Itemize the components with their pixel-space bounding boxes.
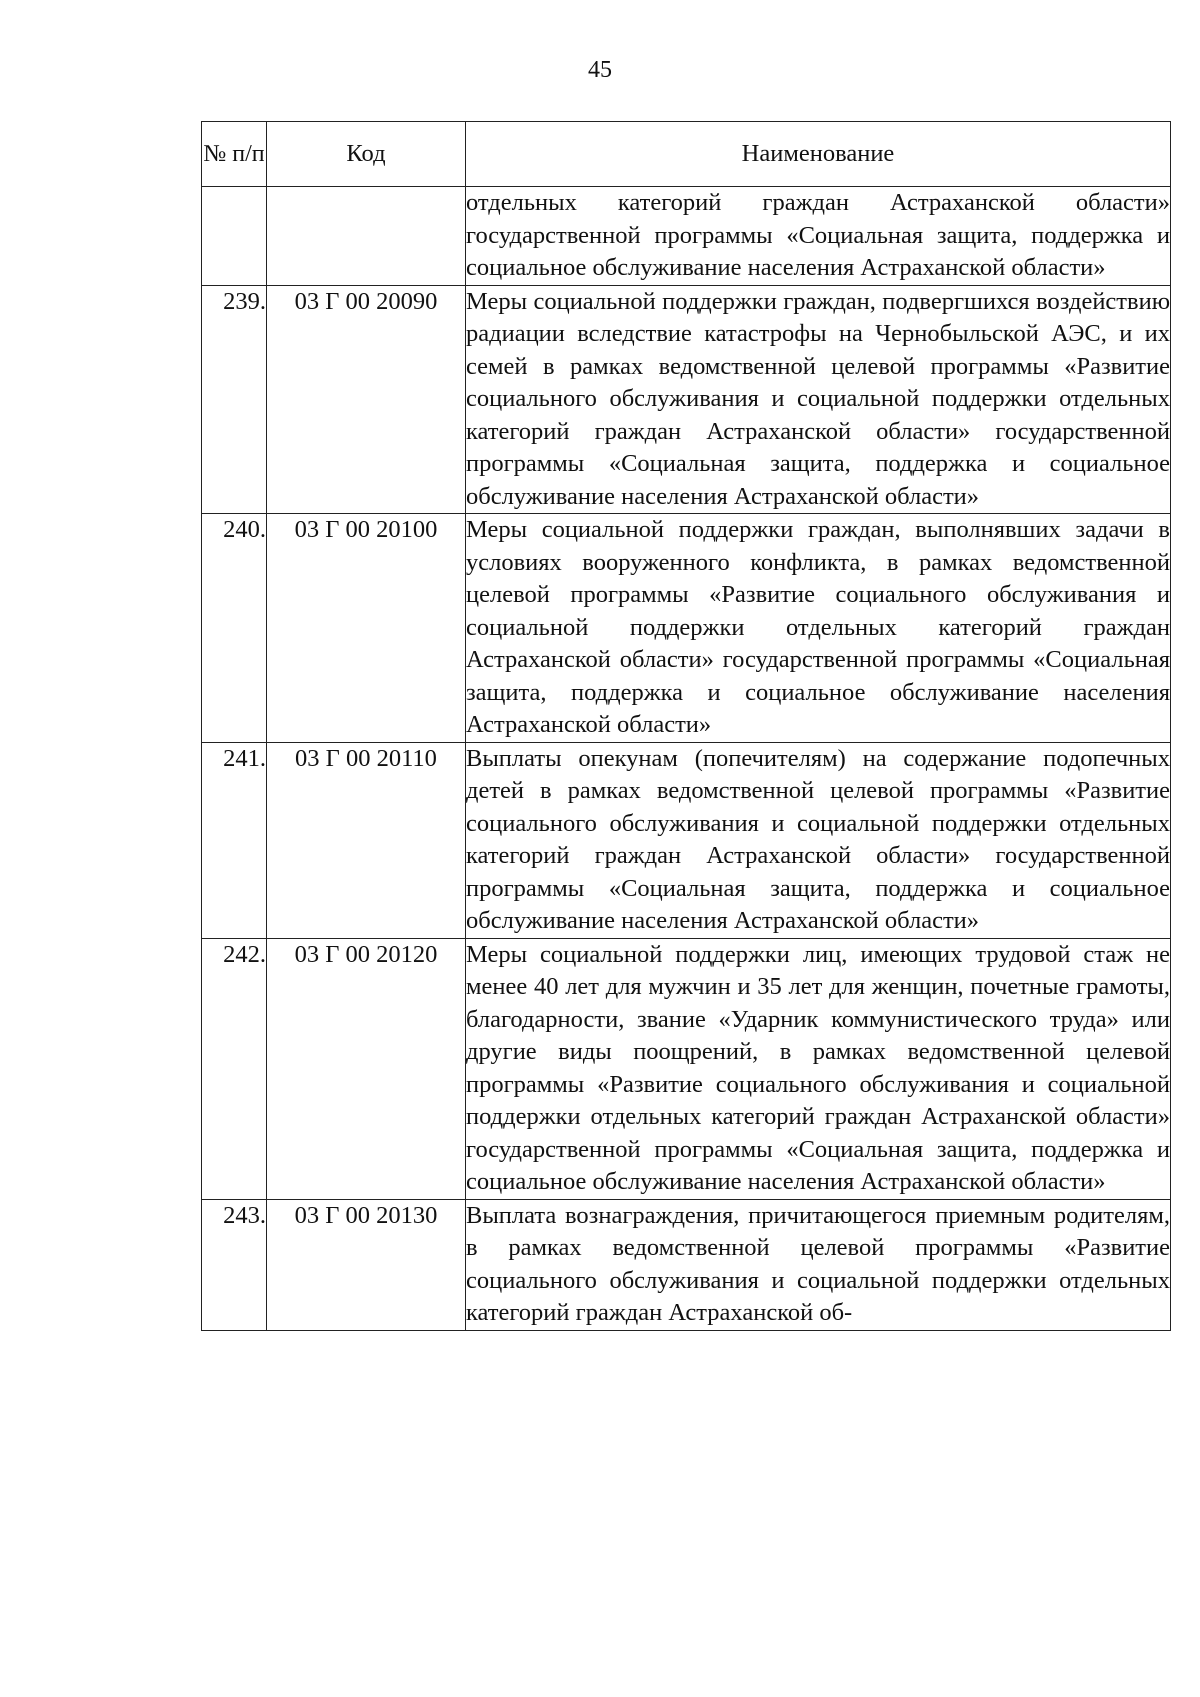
budget-classification-table bbox=[201, 121, 1171, 1331]
row-name-text: отдельных категорий граждан Астраханской области» государственной программы «Социальная защита, поддержка и социальное обслуживание населения Астраханской области» bbox=[466, 189, 1170, 281]
row-number: 239. bbox=[202, 285, 267, 514]
table-row bbox=[202, 285, 1171, 514]
header-number bbox=[202, 122, 267, 187]
page-number: 45 bbox=[588, 57, 612, 83]
header-name-label: Наименование bbox=[741, 140, 895, 167]
row-name-text: Меры социальной поддержки граждан, подвергшихся воздействию радиации вследствие катастрофы на Чернобыльской АЭС, и их семей в рамках ведомственной целевой программы «Развитие социального обслуживания и социальной поддержки отдельных категорий граждан Астраханской области» государственной программы «Социальная защита, поддержка и социальное обслуживание населения Астраханской области» bbox=[466, 287, 1170, 510]
row-name bbox=[466, 1199, 1171, 1330]
row-name-text: Выплата вознаграждения, причитающегося приемным родителям, в рамках ведомственной целевой программы «Развитие социального обслуживания и социальной поддержки отдельных категорий граждан Астраханской об- bbox=[466, 1201, 1170, 1326]
row-code: 03 Г 00 20100 bbox=[267, 514, 466, 743]
row-number: 242. bbox=[202, 938, 267, 1199]
table-row bbox=[202, 938, 1171, 1199]
row-number: 243. bbox=[202, 1199, 267, 1330]
table-row bbox=[202, 1199, 1171, 1330]
row-name bbox=[466, 742, 1171, 938]
header-number-label: № п/п bbox=[203, 141, 265, 167]
header-name bbox=[466, 122, 1171, 187]
table-row bbox=[202, 514, 1171, 743]
row-code: 03 Г 00 20110 bbox=[267, 742, 466, 938]
row-name bbox=[466, 187, 1171, 286]
row-number bbox=[202, 187, 267, 286]
table-row bbox=[202, 742, 1171, 938]
row-name bbox=[466, 514, 1171, 743]
row-code: 03 Г 00 20120 bbox=[267, 938, 466, 1199]
row-code bbox=[267, 187, 466, 286]
row-code: 03 Г 00 20090 bbox=[267, 285, 466, 514]
row-name-text: Меры социальной поддержки лиц, имеющих трудовой стаж не менее 40 лет для мужчин и 35 лет для женщин, почетные грамоты, благодарности, звание «Ударник коммунистического труда» или другие виды поощрений, в рамках ведомственной целевой программы «Развитие социального обслуживания и социальной поддержки отдельных категорий граждан Астраханской области» государственной программы «Социальная защита, поддержка и социальное обслуживание населения Астраханской области» bbox=[466, 940, 1170, 1195]
row-number: 241. bbox=[202, 742, 267, 938]
row-number: 240. bbox=[202, 514, 267, 743]
table-row bbox=[202, 187, 1171, 286]
table-header-row bbox=[202, 122, 1171, 187]
row-name-text: Меры социальной поддержки граждан, выполнявших задачи в условиях вооруженного конфликта, в рамках ведомственной целевой программы «Развитие социального обслуживания и социальной поддержки отдельных категорий граждан Астраханской области» государственной программы «Социальная защита, поддержка и социальное обслуживание населения Астраханской области» bbox=[466, 516, 1170, 738]
row-code: 03 Г 00 20130 bbox=[267, 1199, 466, 1330]
row-name bbox=[466, 938, 1171, 1199]
header-code bbox=[267, 122, 466, 187]
header-code-label: Код bbox=[346, 140, 386, 167]
row-name bbox=[466, 285, 1171, 514]
row-name-text: Выплаты опекунам (попечителям) на содержание подопечных детей в рамках ведомственной целевой программы «Развитие социального обслуживания и социальной поддержки отдельных категорий граждан Астраханской области» государственной программы «Социальная защита, поддержка и социальное обслуживание населения Астраханской области» bbox=[466, 744, 1170, 934]
